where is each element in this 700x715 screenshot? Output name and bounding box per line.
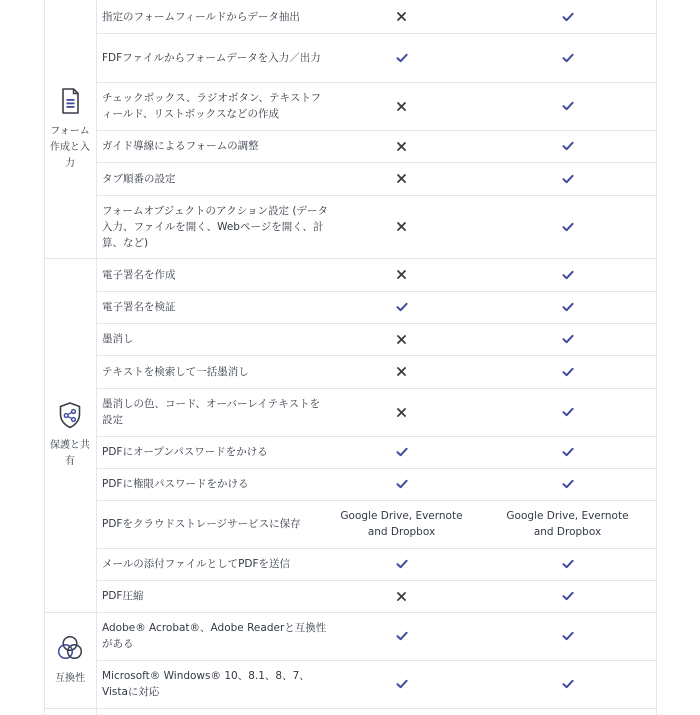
- form-document-icon: [55, 86, 85, 120]
- overlapping-circles-icon: [55, 633, 85, 667]
- row-divider: [96, 660, 656, 661]
- feature-label: PDFにオープンパスワードをかける: [102, 446, 268, 458]
- row-divider: [96, 468, 656, 469]
- share-shield-icon: [55, 400, 85, 434]
- row-divider: [96, 548, 656, 549]
- checkmark-icon: [485, 388, 650, 436]
- cross-icon: [319, 258, 484, 291]
- row-divider: [96, 130, 656, 131]
- table-row: [96, 130, 657, 162]
- checkmark-icon: [319, 291, 484, 323]
- row-divider: [96, 291, 656, 292]
- table-row: [96, 468, 657, 500]
- checkmark-icon: [319, 468, 484, 500]
- category-label: 保護と共有: [50, 440, 90, 467]
- table-row: [96, 436, 657, 468]
- checkmark-icon: [485, 82, 650, 130]
- checkmark-icon: [485, 436, 650, 468]
- table-row: [96, 291, 657, 323]
- cross-icon: [319, 162, 484, 195]
- cross-icon: [319, 82, 484, 130]
- cross-icon: [319, 580, 484, 612]
- checkmark-icon: [319, 612, 484, 660]
- table-row: [96, 195, 657, 258]
- row-divider: [96, 323, 656, 324]
- category-compatibility: [44, 612, 96, 708]
- feature-label: チェックボックス、ラジオボタン、テキストフィールド、リストボックスなどの作成: [102, 92, 322, 120]
- feature-label: フォームオブジェクトのアクション設定 (データ入力、ファイルを開く、Webページを開く、計算、など): [102, 204, 328, 249]
- feature-label: PDFをクラウドストレージサービスに保存: [102, 518, 301, 530]
- feature-label: 電子署名を検証: [102, 301, 176, 313]
- row-divider: [96, 82, 656, 83]
- checkmark-icon: [485, 580, 650, 612]
- row-divider: [96, 436, 656, 437]
- category-protect-share: [44, 258, 96, 612]
- row-divider: [44, 258, 656, 259]
- feature-label: 指定のフォームフィールドからデータ抽出: [102, 10, 300, 23]
- row-divider: [96, 388, 656, 389]
- cross-icon: [319, 0, 484, 33]
- checkmark-icon: [319, 436, 484, 468]
- cross-icon: [319, 355, 484, 388]
- cross-icon: [319, 195, 484, 258]
- row-divider: [96, 195, 656, 196]
- feature-label: FDFファイルからフォームデータを入力／出力: [102, 51, 321, 64]
- category-label: 互換性: [55, 673, 85, 684]
- checkmark-icon: [485, 195, 650, 258]
- checkmark-icon: [485, 130, 650, 162]
- feature-label: 墨消し: [102, 333, 134, 345]
- table-row: [96, 33, 657, 82]
- checkmark-icon: [485, 323, 650, 355]
- table-row: [96, 388, 657, 436]
- table-row: [96, 580, 657, 612]
- checkmark-icon: [485, 33, 650, 82]
- cross-icon: [319, 130, 484, 162]
- category-form-creation: [44, 0, 96, 258]
- row-divider: [96, 162, 656, 163]
- support-value-text: Google Drive, Evernote and Dropbox: [340, 510, 463, 538]
- checkmark-icon: [485, 660, 650, 708]
- feature-label: Microsoft® Windows® 10、8.1、8、7、Vistaに対応: [102, 670, 310, 698]
- checkmark-icon: [319, 33, 484, 82]
- checkmark-icon: [485, 291, 650, 323]
- table-row: [96, 82, 657, 130]
- checkmark-icon: [319, 660, 484, 708]
- table-row: [96, 355, 657, 388]
- cross-icon: [319, 388, 484, 436]
- checkmark-icon: [485, 0, 650, 33]
- feature-label: タブ順番の設定: [102, 172, 176, 185]
- support-value-text: Google Drive, Evernote and Dropbox: [506, 510, 629, 538]
- feature-label: 墨消しの色、コード、オーバーレイテキストを設定: [102, 398, 321, 426]
- feature-label: 電子署名を作成: [102, 268, 176, 281]
- cross-icon: [319, 323, 484, 355]
- feature-label: PDF圧縮: [102, 590, 144, 602]
- support-value: [319, 500, 484, 548]
- table-row: [96, 323, 657, 355]
- table-row: [96, 612, 657, 660]
- row-divider: [96, 355, 656, 356]
- feature-label: Adobe® Acrobat®、Adobe Readerと互換性がある: [102, 622, 327, 650]
- checkmark-icon: [485, 548, 650, 580]
- feature-label: PDFに権限パスワードをかける: [102, 478, 249, 490]
- feature-label: メールの添付ファイルとしてPDFを送信: [102, 558, 291, 570]
- checkmark-icon: [485, 258, 650, 291]
- table-row: [96, 258, 657, 291]
- table-row: [96, 660, 657, 708]
- table-row: [96, 0, 657, 33]
- table-row: [96, 162, 657, 195]
- checkmark-icon: [485, 162, 650, 195]
- checkmark-icon: [485, 612, 650, 660]
- feature-label: ガイド導線によるフォームの調整: [102, 140, 259, 152]
- checkmark-icon: [485, 468, 650, 500]
- row-divider: [44, 612, 656, 613]
- feature-label: テキストを検索して一括墨消し: [102, 365, 249, 378]
- checkmark-icon: [319, 548, 484, 580]
- table-row: [96, 548, 657, 580]
- category-label: フォーム作成と入力: [50, 126, 90, 169]
- support-value: [485, 500, 650, 548]
- row-divider: [96, 500, 656, 501]
- row-divider: [44, 708, 656, 709]
- row-divider: [96, 580, 656, 581]
- row-divider: [96, 33, 656, 34]
- checkmark-icon: [485, 355, 650, 388]
- table-row: [96, 500, 657, 548]
